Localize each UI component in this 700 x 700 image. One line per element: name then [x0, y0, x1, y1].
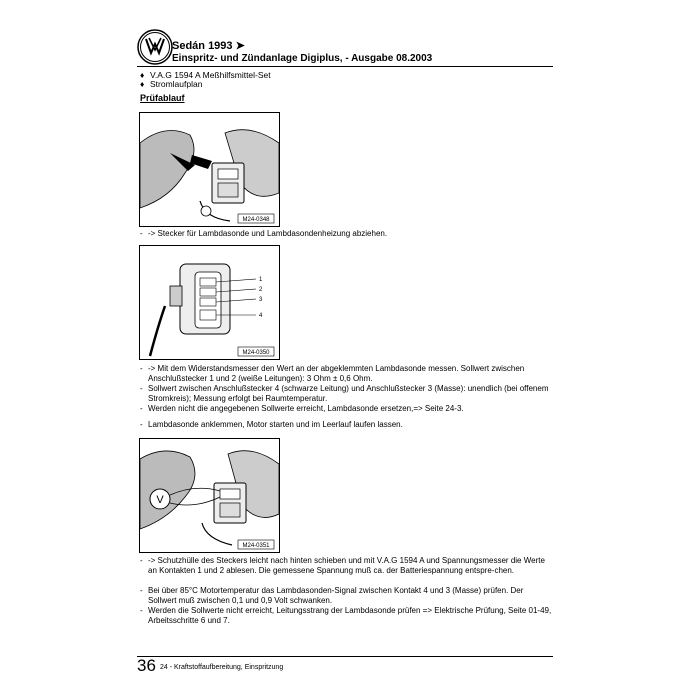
pin-label: 3 — [259, 297, 263, 303]
page-number: 36 — [137, 656, 156, 675]
figure-code: M24-0348 — [242, 217, 270, 223]
step-item: - Bei über 85°C Motortemperatur das Lambdasonden-Signal zwischen Kontakt 4 und 3 (Masse) prüfen. Der Sollwert muß zwischen 0,1 und 0,9 Volt schwanken. — [140, 586, 524, 605]
section-title: Prüfablauf — [140, 93, 185, 103]
figure-code: M24-0350 — [242, 350, 270, 356]
step-item: - -> Stecker für Lambdasonde und Lambdasondenheizung abziehen. — [140, 229, 388, 238]
page-title: Sedán 1993 ➤ — [172, 40, 245, 52]
page-subtitle: Einspritz- und Zündanlage Digiplus, - Ausgabe 08.2003 — [172, 53, 433, 64]
step-item: - Sollwert zwischen Anschlußstecker 4 (schwarze Leitung) und Anschlußstecker 3 (Masse): unendlich (bei offenem Stromkreis); Messung erfolgt bei Raumtemperatur. — [140, 384, 549, 403]
header-divider — [137, 66, 553, 67]
pin-label: 2 — [259, 287, 263, 293]
step-item: - Werden die Sollwerte nicht erreicht, Leitungsstrang der Lambdasonde prüfen => Elektrische Prüfung, Seite 01-49, Arbeitsschritte 6 und 7. — [140, 606, 552, 625]
vw-logo-icon — [137, 29, 173, 65]
figure-3 — [139, 438, 280, 553]
tool-item: ♦ Stromlaufplan — [140, 79, 203, 89]
footer-divider — [137, 656, 553, 657]
pin-label: 4 — [259, 313, 263, 319]
figure-2 — [139, 245, 280, 360]
tool-item: ♦ V.A.G 1594 A Meßhilfsmittel-Set — [140, 70, 271, 80]
step-item: - -> Schutzhülle des Steckers leicht nach hinten schieben und mit V.A.G 1594 A und Spannungsmesser die Werte an Kontakten 1 und 2 ablesen. Die gemessene Spannung muß ca. der Batteriespannung entspre-chen. — [140, 556, 545, 575]
bullet-icon: ♦ — [140, 79, 145, 89]
footer-text: 24 - Kraftstoffaufbereitung, Einspritzung — [160, 664, 284, 671]
figure-1 — [139, 112, 280, 227]
step-item: - -> Mit dem Widerstandsmesser den Wert an der abgeklemmten Lambdasonde messen. Sollwert zwischen Anschlußstecker 1 und 2 (weiße Leitungen): 3 Ohm ± 0,6 Ohm. — [140, 364, 525, 383]
step-item: - Werden nicht die angegebenen Sollwerte erreicht, Lambdasonde ersetzen,=> Seite 24-3. — [140, 404, 464, 413]
step-item: - Lambdasonde anklemmen, Motor starten und im Leerlauf laufen lassen. — [140, 420, 403, 429]
figure-code: M24-0351 — [242, 543, 270, 549]
voltmeter-icon: V — [156, 494, 164, 506]
bullet-icon: ♦ — [140, 70, 145, 80]
pin-label: 1 — [259, 277, 263, 283]
